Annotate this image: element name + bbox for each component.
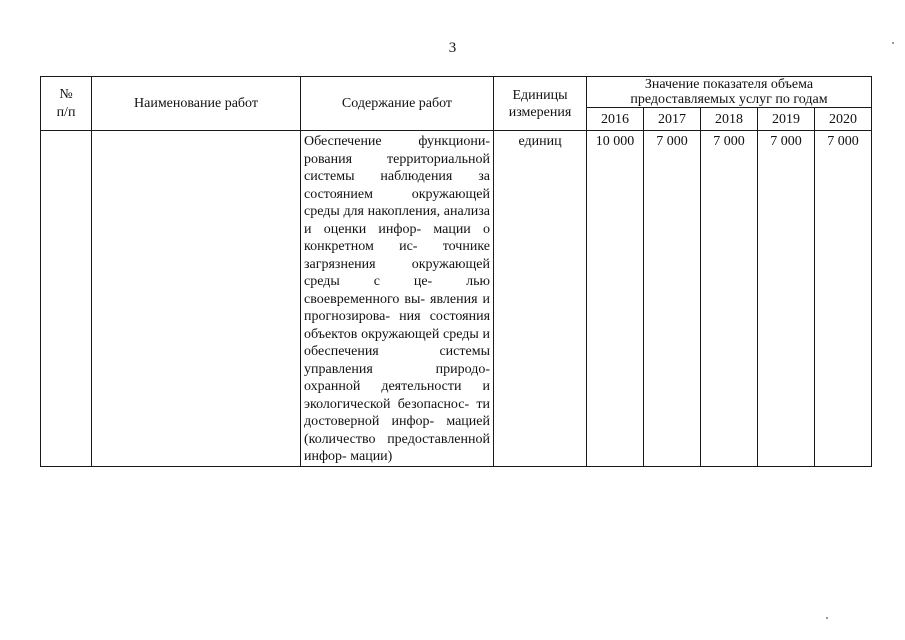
content-line: мации) — [350, 449, 393, 464]
row-value-2020: 7 000 — [815, 131, 872, 467]
header-units-line-1: Единицы — [512, 87, 568, 103]
header-work-name: Наименование работ — [92, 77, 301, 131]
row-work-name-cell — [92, 131, 301, 467]
content-line: Обеспечение функциони- — [304, 134, 490, 149]
row-value-2018: 7 000 — [701, 131, 758, 467]
row-work-content-cell — [301, 131, 494, 467]
header-number-line-1: № — [59, 86, 73, 102]
content-line: охранной деятельности и — [304, 379, 490, 394]
page-number: 3 — [448, 40, 457, 56]
content-line: окружающей среды и — [361, 326, 491, 342]
header-year-2020: 2020 — [815, 108, 872, 131]
content-line: окружающей среды с це- — [304, 256, 490, 289]
header-number-line-2: п/п — [56, 104, 76, 120]
row-value-2019: 7 000 — [758, 131, 815, 467]
content-line: предоставленной инфор- — [304, 431, 490, 464]
row-value-2016: 10 000 — [587, 131, 644, 467]
content-line: ти достоверной инфор- — [304, 396, 490, 429]
content-line: обеспечения системы — [304, 344, 490, 359]
header-units-line-2: измерения — [508, 104, 572, 120]
content-line: состоянием окружающей — [304, 186, 490, 202]
content-line: мации о конкретном ис- — [304, 221, 491, 254]
scan-speck — [892, 42, 894, 44]
content-line: точнике загрязнения — [304, 239, 490, 272]
content-line: управления природо- — [304, 361, 490, 377]
content-line: мацией (количество — [304, 414, 490, 447]
header-indicator-line-2: предоставляемых услуг по годам — [630, 92, 828, 107]
header-year-2016: 2016 — [587, 108, 644, 131]
content-line: экологической безопаснос- — [304, 396, 470, 412]
row-value-2017: 7 000 — [644, 131, 701, 467]
content-line: среды для накопления, — [304, 204, 441, 219]
content-line: системы наблюдения за — [304, 169, 490, 184]
content-line: рования территориальной — [304, 151, 490, 167]
content-line: явления и прогнозирова- — [304, 291, 490, 324]
row-units-cell: единиц — [494, 131, 587, 467]
content-line: лью своевременного вы- — [304, 274, 491, 307]
header-year-2017: 2017 — [644, 108, 701, 131]
header-year-2018: 2018 — [701, 108, 758, 131]
header-indicator-line-1: Значение показателя объема — [644, 77, 814, 92]
header-work-content: Содержание работ — [301, 77, 494, 131]
scan-speck — [826, 617, 828, 619]
header-number — [41, 77, 92, 131]
row-number-cell — [41, 131, 92, 467]
works-table — [40, 76, 872, 467]
header-year-2019: 2019 — [758, 108, 815, 131]
header-indicator-group — [587, 77, 872, 108]
content-line: анализа и оценки инфор- — [304, 204, 491, 237]
content-line: ния состояния объектов — [304, 309, 491, 342]
table-row — [41, 131, 872, 467]
header-units — [494, 77, 587, 131]
